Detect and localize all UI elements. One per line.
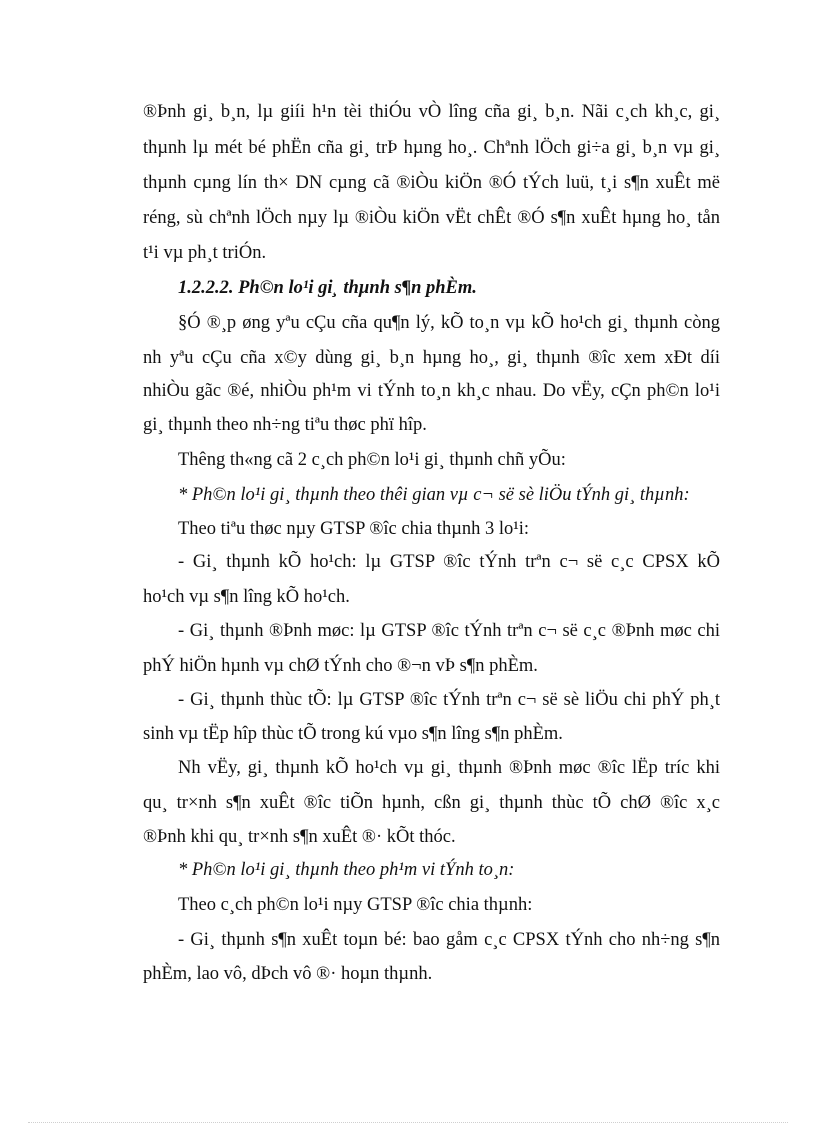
body-text-line: Nh vËy, gi¸ thµnh kÕ ho¹ch vµ gi¸ thµnh ®Þnh møc ®îc lËp tríc khi <box>178 758 720 778</box>
section-heading: 1.2.2.2. Ph©n lo¹i gi¸ thµnh s¶n phÈm. <box>178 278 477 298</box>
italic-subheading: * Ph©n lo¹i gi¸ thµnh theo thêi gian vµ c¬ së sè liÖu tÝnh gi¸ thµnh: <box>178 485 690 505</box>
body-text-line: qu¸ tr×nh s¶n xuÊt ®îc tiÕn hµnh, cßn gi¸ thµnh thùc tÕ chØ ®îc x¸c <box>143 793 720 813</box>
body-text-line: thµnh cµng lín th× DN cµng cã ®iÒu kiÖn ®Ó tÝch luü, t¸i s¶n xuÊt më <box>143 173 720 193</box>
list-item-line: phÈm, lao vô, dÞch vô ®· hoµn thµnh. <box>143 964 433 984</box>
list-item-line: ho¹ch vµ s¶n lîng kÕ ho¹ch. <box>143 587 350 607</box>
list-item-line: phÝ hiÖn hµnh vµ chØ tÝnh cho ®¬n vÞ s¶n phÈm. <box>143 656 538 676</box>
body-text-line: ®Þnh khi qu¸ tr×nh s¶n xuÊt ®· kÕt thóc. <box>143 827 456 847</box>
list-item-line: sinh vµ tËp hîp thùc tÕ trong kú vµo s¶n lîng s¶n phÈm. <box>143 724 563 744</box>
body-text-line: §Ó ®¸p øng yªu cÇu cña qu¶n lý, kÕ to¸n vµ kÕ ho¹ch gi¸ thµnh còng <box>178 313 720 333</box>
body-text-line: gi¸ thµnh theo nh÷ng tiªu thøc phï hîp. <box>143 415 427 435</box>
body-text-line: Thêng th«ng cã 2 c¸ch ph©n lo¹i gi¸ thµnh chñ yÕu: <box>178 450 566 470</box>
body-text-line: nh yªu cÇu cña x©y dùng gi¸ b¸n hµng ho¸, gi¸ thµnh ®îc xem xÐt díi <box>143 348 720 368</box>
italic-subheading: * Ph©n lo¹i gi¸ thµnh theo ph¹m vi tÝnh to¸n: <box>178 860 515 880</box>
body-text-line: thµnh lµ mét bé phËn cña gi¸ trÞ hµng ho¸. Chªnh lÖch gi÷a gi¸ b¸n vµ gi¸ <box>143 138 720 158</box>
list-item-line: - Gi¸ thµnh ®Þnh møc: lµ GTSP ®îc tÝnh trªn c¬ së c¸c ®Þnh møc chi <box>178 621 720 641</box>
body-text-line: ®Þnh gi¸ b¸n, lµ giíi h¹n tèi thiÓu vÒ lîng cña gi¸ b¸n. Nãi c¸ch kh¸c, gi¸ <box>143 102 720 122</box>
body-text-line: t¹i vµ ph¸t triÓn. <box>143 243 267 263</box>
body-text-line: Theo tiªu thøc nµy GTSP ®îc chia thµnh 3 lo¹i: <box>178 519 530 539</box>
body-text-line: Theo c¸ch ph©n lo¹i nµy GTSP ®îc chia thµnh: <box>178 895 533 915</box>
list-item-line: - Gi¸ thµnh s¶n xuÊt toµn bé: bao gåm c¸c CPSX tÝnh cho nh÷ng s¶n <box>178 930 720 950</box>
list-item-line: - Gi¸ thµnh thùc tÕ: lµ GTSP ®îc tÝnh trªn c¬ së sè liÖu chi phÝ ph¸t <box>178 690 720 710</box>
list-item-line: - Gi¸ thµnh kÕ ho¹ch: lµ GTSP ®îc tÝnh trªn c¬ së c¸c CPSX kÕ <box>178 552 720 572</box>
body-text-line: réng, sù chªnh lÖch nµy lµ ®iÒu kiÖn vËt chÊt ®Ó s¶n xuÊt hµng ho¸ tån <box>143 208 720 228</box>
body-text-line: nhiÒu gãc ®é, nhiÒu ph¹m vi tÝnh to¸n kh¸c nhau. Do vËy, cÇn ph©n lo¹i <box>143 381 720 401</box>
